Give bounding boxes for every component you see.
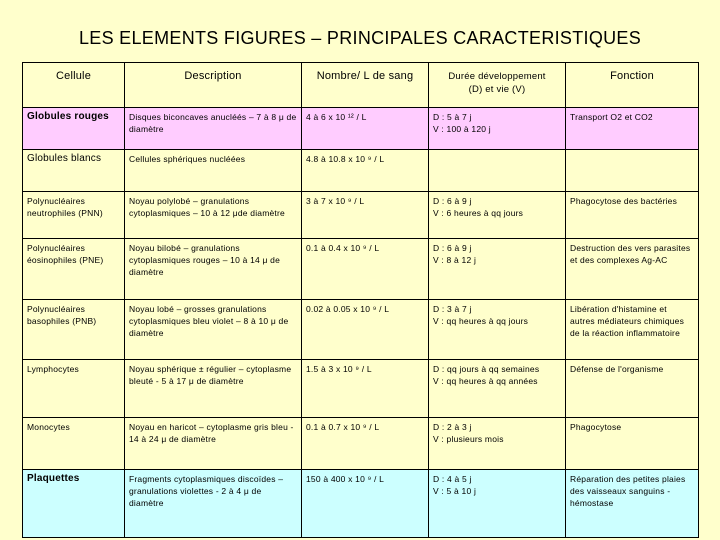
cell-cellule: Polynucléaires basophiles (PNB): [23, 300, 125, 360]
cell-duree: [429, 239, 566, 300]
header-nombre: Nombre/ L de sang: [302, 63, 429, 108]
cell-duree: [429, 470, 566, 538]
cell-nombre: 1.5 à 3 x 10 ⁹ / L: [302, 360, 429, 418]
duree-d: D : qq jours à qq semaines: [433, 364, 540, 374]
cell-description: Noyau polylobé – granulations cytoplasmiques – 10 à 12 μde diamètre: [125, 192, 302, 239]
table-row: [23, 150, 699, 192]
table-row: [23, 192, 699, 239]
cell-nombre: 0.1 à 0.7 x 10 ⁹ / L: [302, 418, 429, 470]
cell-nombre: 4.8 à 10.8 x 10 ⁹ / L: [302, 150, 429, 192]
cell-fonction: [566, 150, 699, 192]
table-row: [23, 239, 699, 300]
table-row: [23, 418, 699, 470]
cell-cellule: Lymphocytes: [23, 360, 125, 418]
cell-description: Disques biconcaves anucléés – 7 à 8 μ de diamètre: [125, 108, 302, 150]
cell-cellule: Globules rouges: [23, 108, 125, 150]
duree-d: D : 3 à 7 j: [433, 304, 472, 314]
header-row: [23, 63, 699, 108]
cell-cellule: Plaquettes: [23, 470, 125, 538]
duree-v: V : qq heures à qq années: [433, 376, 538, 386]
cell-fonction: Libération d'histamine et autres médiateurs chimiques de la réaction inflammatoire: [566, 300, 699, 360]
cell-cellule: Globules blancs: [23, 150, 125, 192]
duree-v: V : qq heures à qq jours: [433, 316, 529, 326]
cell-duree: [429, 192, 566, 239]
cell-duree: [429, 360, 566, 418]
table-row: [23, 300, 699, 360]
cell-description: Noyau lobé – grosses granulations cytoplasmiques bleu violet – 8 à 10 μ de diamètre: [125, 300, 302, 360]
duree-d: D : 6 à 9 j: [433, 196, 472, 206]
cell-description: Noyau bilobé – granulations cytoplasmiques rouges – 10 à 14 μ de diamètre: [125, 239, 302, 300]
cell-fonction: Destruction des vers parasites et des complexes Ag-AC: [566, 239, 699, 300]
page-title: LES ELEMENTS FIGURES – PRINCIPALES CARACTERISTIQUES: [78, 28, 642, 48]
characteristics-table: [22, 62, 699, 538]
cell-duree: [429, 108, 566, 150]
cell-nombre: 4 à 6 x 10 ¹² / L: [302, 108, 429, 150]
duree-v: V : 100 à 120 j: [433, 124, 491, 134]
cell-fonction: Défense de l'organisme: [566, 360, 699, 418]
cell-nombre: 0.1 à 0.4 x 10 ⁹ / L: [302, 239, 429, 300]
header-duree-line1: Durée développement: [448, 71, 546, 82]
duree-d: D : 4 à 5 j: [433, 474, 472, 484]
cell-nombre: 3 à 7 x 10 ⁹ / L: [302, 192, 429, 239]
cell-description: Fragments cytoplasmiques discoïdes – granulations violettes - 2 à 4 μ de diamètre: [125, 470, 302, 538]
cell-nombre: 150 à 400 x 10 ⁹ / L: [302, 470, 429, 538]
cell-description: Cellules sphériques nucléées: [125, 150, 302, 192]
header-cellule: Cellule: [23, 63, 125, 108]
cell-fonction: Phagocytose des bactéries: [566, 192, 699, 239]
header-description: Description: [125, 63, 302, 108]
cell-duree: [429, 300, 566, 360]
header-duree-line2: (D) et vie (V): [468, 84, 526, 95]
duree-d: D : 6 à 9 j: [433, 243, 472, 253]
cell-cellule: Polynucléaires neutrophiles (PNN): [23, 192, 125, 239]
table-row: [23, 470, 699, 538]
duree-v: V : plusieurs mois: [433, 434, 504, 444]
cell-cellule: Monocytes: [23, 418, 125, 470]
cell-fonction: Transport O2 et CO2: [566, 108, 699, 150]
cell-fonction: Réparation des petites plaies des vaisseaux sanguins - hémostase: [566, 470, 699, 538]
duree-v: V : 6 heures à qq jours: [433, 208, 524, 218]
cell-fonction: Phagocytose: [566, 418, 699, 470]
cell-duree: [429, 150, 566, 192]
header-duree: [429, 63, 566, 108]
table-row: [23, 108, 699, 150]
cell-description: Noyau en haricot – cytoplasme gris bleu - 14 à 24 μ de diamètre: [125, 418, 302, 470]
cell-nombre: 0.02 à 0.05 x 10 ⁹ / L: [302, 300, 429, 360]
duree-v: V : 5 à 10 j: [433, 486, 477, 496]
cell-cellule: Polynucléaires éosinophiles (PNE): [23, 239, 125, 300]
duree-v: V : 8 à 12 j: [433, 255, 477, 265]
duree-d: D : 2 à 3 j: [433, 422, 472, 432]
cell-duree: [429, 418, 566, 470]
cell-description: Noyau sphérique ± régulier – cytoplasme bleuté - 5 à 17 μ de diamètre: [125, 360, 302, 418]
duree-d: D : 5 à 7 j: [433, 112, 472, 122]
table-row: [23, 360, 699, 418]
header-fonction: Fonction: [566, 63, 699, 108]
